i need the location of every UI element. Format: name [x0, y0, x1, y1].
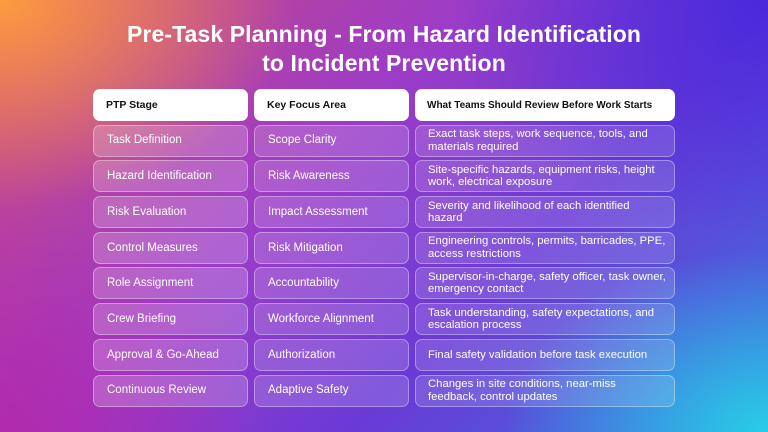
stage-cell: Risk Evaluation: [93, 196, 248, 228]
stage-cell: Crew Briefing: [93, 303, 248, 335]
focus-cell: Adaptive Safety: [254, 375, 409, 407]
table-header-row: [93, 89, 675, 121]
page-title-line-2: to Incident Prevention: [262, 50, 506, 76]
table-row: [93, 196, 675, 228]
stage-cell: Role Assignment: [93, 267, 248, 299]
focus-cell: Scope Clarity: [254, 125, 409, 157]
focus-cell: Risk Mitigation: [254, 232, 409, 264]
table-row: [93, 375, 675, 407]
focus-cell: Risk Awareness: [254, 160, 409, 192]
header-ptp-stage: PTP Stage: [93, 89, 248, 121]
table-row: [93, 125, 675, 157]
stage-cell: Continuous Review: [93, 375, 248, 407]
stage-cell: Task Definition: [93, 125, 248, 157]
stage-cell: Approval & Go-Ahead: [93, 339, 248, 371]
review-cell: Exact task steps, work sequence, tools, and materials required: [415, 125, 675, 157]
focus-cell: Impact Assessment: [254, 196, 409, 228]
table-row: [93, 160, 675, 192]
stage-cell: Hazard Identification: [93, 160, 248, 192]
review-cell: Severity and likelihood of each identified hazard: [415, 196, 675, 228]
review-cell: Supervisor-in-charge, safety officer, task owner, emergency contact: [415, 267, 675, 299]
table-row: [93, 232, 675, 264]
table-row: [93, 303, 675, 335]
review-cell: Engineering controls, permits, barricades, PPE, access restrictions: [415, 232, 675, 264]
focus-cell: Authorization: [254, 339, 409, 371]
page-title-line-1: Pre-Task Planning - From Hazard Identification: [126, 21, 642, 47]
stage-cell: Control Measures: [93, 232, 248, 264]
review-cell: Task understanding, safety expectations, and escalation process: [415, 303, 675, 335]
review-cell: Changes in site conditions, near-miss feedback, control updates: [415, 375, 675, 407]
focus-cell: Workforce Alignment: [254, 303, 409, 335]
review-cell: Site-specific hazards, equipment risks, height work, electrical exposure: [415, 160, 675, 192]
review-cell: Final safety validation before task execution: [415, 339, 675, 371]
table-row: [93, 267, 675, 299]
table-row: [93, 339, 675, 371]
header-key-focus-area: Key Focus Area: [254, 89, 409, 121]
header-what-teams-review: What Teams Should Review Before Work Starts: [415, 89, 675, 121]
page-title: [0, 20, 768, 78]
ptp-table: [93, 89, 675, 410]
focus-cell: Accountability: [254, 267, 409, 299]
